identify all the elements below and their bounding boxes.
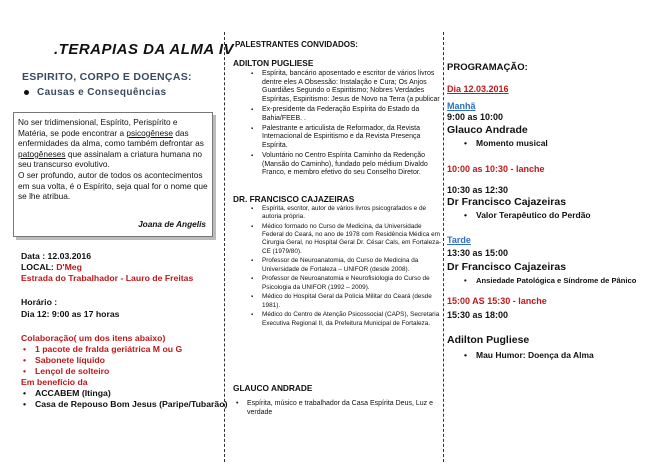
event-title: .TERAPIAS DA ALMA IV xyxy=(54,41,235,58)
bio-item: ▪ Médico formado no Curso de Medicina, da Universidade Federal do Ceará, no ano de 1978 com Residência Médica em Cirurgia Geral, no Hospital Geral Dr. César Cals, em Fortaleza-CE (1979/80). xyxy=(248,223,442,256)
bio-item: ▪ Médico do Hospital Geral da Polícia Militar do Ceará (desde 1981). xyxy=(248,293,442,309)
collab-label: Colaboração( um dos itens abaixo) xyxy=(21,333,166,343)
benefit-item: • Casa de Repouso Bom Jesus (Paripe/Tubarão) xyxy=(21,399,227,410)
bio-item: ▪ Professor de Neuroanatomia e Neurofisiologia do Curso de Psicologia da UNIFOR (1992 – 2009). xyxy=(248,275,442,291)
bio-item: ▪ Professor de Neuroanatomia, do Curso de Medicina da Universidade de Fortaleza – UNIFOR (desde 2008). xyxy=(248,257,442,273)
subtitle-bullet-text: Causas e Consequências xyxy=(37,87,167,98)
slot-topic: • Momento musical xyxy=(462,138,548,148)
horario-value: Dia 12: 9:00 as 17 horas xyxy=(21,309,120,319)
bio-item: ▪ Palestrante e articulista de Reformador, da Revista Internacional de Espiritismo e da Revista Presença Espírita. xyxy=(248,125,444,151)
collab-item: • Lençol de solteiro xyxy=(21,366,227,377)
slot-speaker: Glauco Andrade xyxy=(447,124,528,136)
quote-signature: Joana de Angelis xyxy=(138,219,206,230)
benefit-item: • ACCABEM (Itinga) xyxy=(21,388,227,399)
slot-topic: • Valor Terapêutico do Perdão xyxy=(462,210,591,220)
slot-time: 9:00 as 10:00 xyxy=(447,112,504,122)
event-date: Data : 12.03.2016 xyxy=(21,251,92,261)
slot-speaker: Dr Francisco Cajazeiras xyxy=(447,196,567,208)
program-heading: PROGRAMAÇÃO: xyxy=(447,62,528,73)
event-subtitle: ESPIRITO, CORPO E DOENÇAS: xyxy=(22,71,192,83)
speaker-name-adilton: ADILTON PUGLIESE xyxy=(233,58,314,68)
benefit-label: Em benefício da xyxy=(21,377,88,387)
bio-item: ▪ Espírita, escritor, autor de vários livros psicografados e de autoria própria. xyxy=(248,205,442,221)
bio-item: • Espírita, músico e trabalhador da Casa Espírita Deus, Luz e verdade xyxy=(233,400,443,417)
slot-time: 10:30 as 12:30 xyxy=(447,185,509,195)
collaboration-section xyxy=(21,333,227,410)
lanche-2: 15:00 AS 15:30 - lanche xyxy=(447,296,547,306)
slot-speaker: Dr Francisco Cajazeiras xyxy=(447,261,567,273)
event-address: Estrada do Trabalhador - Lauro de Freitas xyxy=(21,273,194,283)
collab-item: • 1 pacote de fralda geriátrica M ou G xyxy=(21,344,227,355)
collab-item: • Sabonete líquido xyxy=(21,355,227,366)
subtitle-bullet xyxy=(24,87,166,98)
event-schedule xyxy=(21,297,120,320)
period-manha: Manhã xyxy=(447,101,476,111)
bio-item: ▪ Espírita, bancário aposentado e escritor de vários livros dentre eles A Obsessão: Instalação e Cura; Os Anjos Guardiães Segundo o Espiritismo; Nobres Verdades Espíritas, Espiritismo: Jesus de Novo na Terra (a publicar xyxy=(248,70,444,104)
speaker-name-cajazeiras: DR. FRANCISCO CAJAZEIRAS xyxy=(233,194,355,204)
bullet-icon xyxy=(24,90,29,95)
slot-time: 15:30 as 18:00 xyxy=(447,310,509,320)
speaker-name-glauco: GLAUCO ANDRADE xyxy=(233,383,313,393)
slot-time: 13:30 as 15:00 xyxy=(447,248,509,258)
lanche-1: 10:00 as 10:30 - lanche xyxy=(447,164,545,174)
speaker-bio-glauco xyxy=(233,400,443,419)
slot-topic: • Mau Humor: Doença da Alma xyxy=(462,350,594,360)
event-info xyxy=(21,251,193,284)
bio-item: ▪ Ex-presidente da Federação Espírita do Estado da Bahia/FEEB. . xyxy=(248,106,444,123)
bio-item: ▪ Voluntário no Centro Espírita Caminho da Redenção (Mansão do Caminho), fundado pelo médium Divaldo Franco, e membro efetivo do seu Conselho Diretor. xyxy=(248,152,444,178)
period-tarde: Tarde xyxy=(447,235,471,245)
quote-paragraph-1: No ser tridimensional, Espírito, Perispírito e Matéria, se pode encontrar a psicogênese das enfermidades da alma, como também defrontar as patogêneses que assinalam a criatura humana no seu transcurso evolutivo. xyxy=(18,117,204,170)
speakers-heading: PALESTRANTES CONVIDADOS: xyxy=(235,40,358,49)
speaker-bio-adilton xyxy=(248,70,444,180)
quote-paragraph-2: O ser profundo, autor de todos os acontecimentos em sua volta, é o Espírito, seja qual for o nome que se lhe atribua. xyxy=(18,169,208,202)
slot-topic: • Ansiedade Patológica e Síndrome de Pânico xyxy=(462,276,636,285)
horario-label: Horário : xyxy=(21,297,58,307)
quote-box xyxy=(13,112,213,237)
speaker-bio-cajazeiras xyxy=(248,205,442,329)
program-day: Dia 12.03.2016 xyxy=(447,84,509,94)
event-local: LOCAL: D'Meg xyxy=(21,262,82,272)
slot-speaker: Adilton Pugliese xyxy=(447,334,530,346)
bio-item: ▪ Médico do Centro de Atenção Psicossocial (CAPS), Secretaria Executiva Regional II, da Prefeitura Municipal de Fortaleza. xyxy=(248,311,442,327)
